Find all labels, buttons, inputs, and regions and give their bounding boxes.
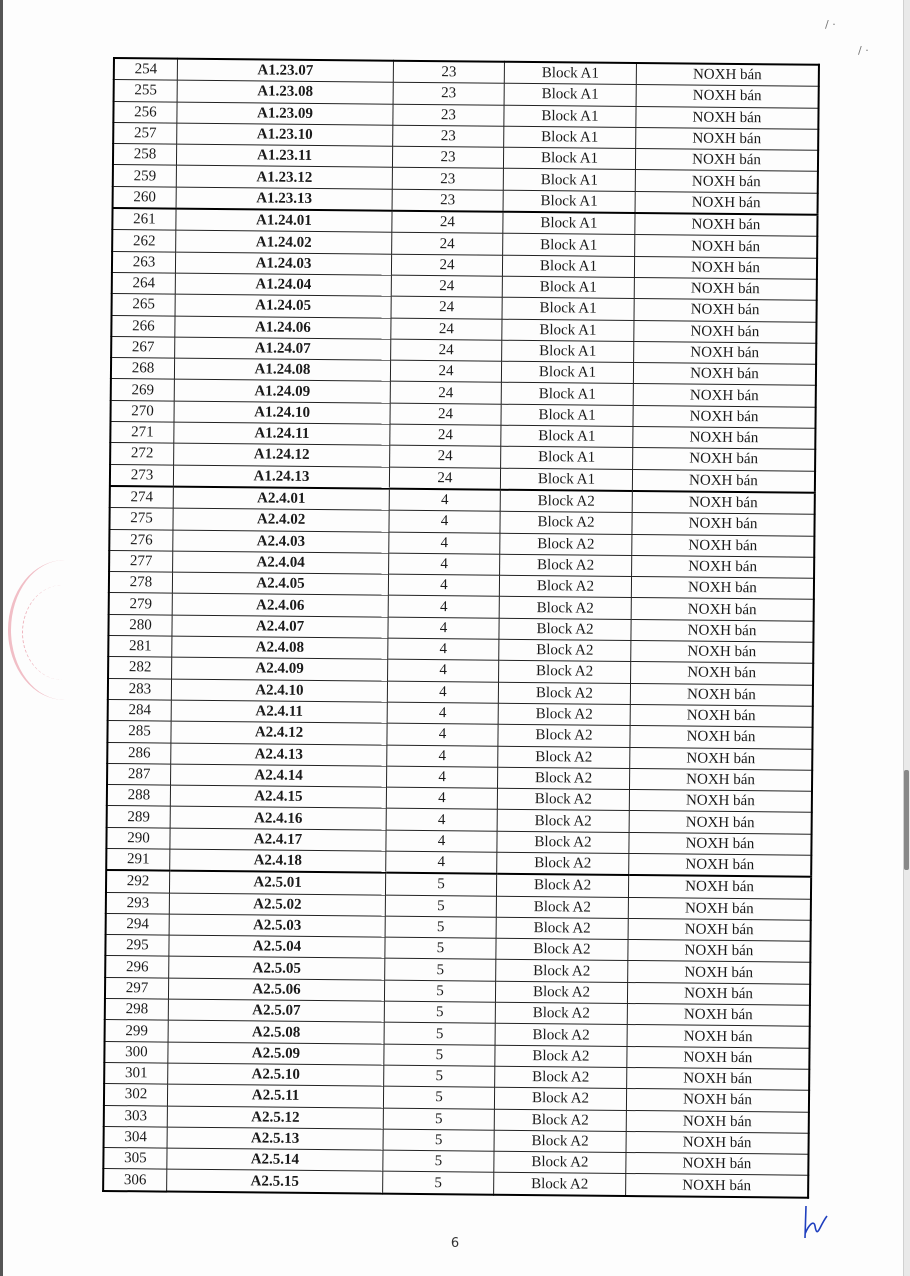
apartment-code-cell: A2.4.06	[172, 594, 388, 617]
apartment-code-cell: A2.5.12	[167, 1106, 383, 1129]
floor-cell: 23	[393, 61, 504, 84]
row-number-cell: 300	[104, 1041, 168, 1063]
apartment-code-cell: A1.23.08	[177, 80, 393, 103]
floor-cell: 24	[389, 467, 500, 490]
housing-type-cell: NOXH bán	[633, 427, 816, 450]
row-number-cell: 277	[109, 550, 173, 572]
apartment-code-cell: A1.24.13	[173, 465, 389, 489]
row-number-cell: 260	[113, 186, 177, 208]
block-cell: Block A2	[494, 1173, 626, 1196]
apartment-code-cell: A2.4.04	[173, 551, 389, 574]
block-cell: Block A2	[497, 852, 629, 875]
housing-type-cell: NOXH bán	[627, 982, 810, 1005]
block-cell: Block A2	[500, 511, 632, 534]
row-number-cell: 298	[105, 999, 169, 1021]
block-cell: Block A2	[498, 724, 630, 747]
housing-type-cell: NOXH bán	[631, 598, 814, 621]
floor-cell: 24	[390, 446, 501, 468]
housing-type-cell: NOXH bán	[635, 191, 818, 215]
row-number-cell: 261	[112, 208, 176, 230]
floor-cell: 4	[389, 510, 500, 532]
block-cell: Block A2	[496, 917, 628, 940]
row-number-cell: 286	[107, 742, 171, 764]
apartment-code-cell: A2.4.10	[171, 679, 387, 702]
row-number-cell: 256	[113, 101, 177, 123]
housing-type-cell: NOXH bán	[627, 1025, 810, 1048]
row-number-cell: 262	[112, 230, 176, 252]
apartment-code-cell: A2.4.08	[172, 636, 388, 659]
floor-cell: 5	[384, 1023, 495, 1045]
floor-cell: 4	[388, 638, 499, 660]
row-number-cell: 283	[108, 678, 172, 700]
block-cell: Block A1	[503, 147, 635, 170]
block-cell: Block A1	[504, 105, 636, 128]
block-cell: Block A2	[495, 1002, 627, 1025]
block-cell: Block A2	[500, 533, 632, 556]
apartment-code-cell: A2.5.11	[167, 1084, 383, 1107]
row-number-cell: 305	[103, 1148, 167, 1170]
row-number-cell: 303	[104, 1105, 168, 1127]
row-number-cell: 264	[112, 272, 176, 294]
apartment-code-cell: A1.24.12	[174, 443, 390, 466]
housing-type-cell: NOXH bán	[635, 213, 818, 237]
row-number-cell: 279	[109, 593, 173, 615]
housing-type-cell: NOXH bán	[634, 256, 817, 279]
row-number-cell: 272	[110, 443, 174, 465]
floor-cell: 23	[393, 125, 504, 147]
housing-type-cell: NOXH bán	[628, 918, 811, 941]
row-number-cell: 284	[108, 699, 172, 721]
floor-cell: 5	[384, 980, 495, 1002]
apartment-code-cell: A2.5.08	[168, 1020, 384, 1043]
floor-cell: 5	[385, 895, 496, 917]
floor-cell: 23	[393, 104, 504, 126]
row-number-cell: 266	[111, 315, 175, 337]
housing-type-cell: NOXH bán	[636, 127, 819, 150]
housing-type-cell: NOXH bán	[629, 832, 812, 855]
block-cell: Block A2	[496, 874, 628, 897]
page-left-edge	[0, 0, 3, 1276]
floor-cell: 23	[392, 146, 503, 168]
housing-type-cell: NOXH bán	[636, 106, 819, 129]
apartment-code-cell: A2.5.15	[167, 1170, 383, 1194]
housing-type-cell: NOXH bán	[628, 875, 811, 899]
block-cell: Block A2	[499, 597, 631, 620]
block-cell: Block A1	[501, 447, 633, 470]
block-cell: Block A1	[502, 276, 634, 299]
row-number-cell: 285	[107, 721, 171, 743]
row-number-cell: 292	[106, 870, 170, 892]
housing-type-cell: NOXH bán	[635, 170, 818, 193]
row-number-cell: 289	[107, 806, 171, 828]
housing-type-cell: NOXH bán	[630, 683, 813, 706]
apartment-code-cell: A2.4.15	[170, 785, 386, 808]
apartment-code-cell: A1.24.03	[175, 252, 391, 275]
floor-cell: 4	[389, 489, 500, 512]
apartment-code-cell: A1.24.02	[176, 230, 392, 253]
apartment-code-cell: A1.24.10	[174, 401, 390, 424]
row-number-cell: 259	[113, 165, 177, 187]
row-number-cell: 296	[105, 956, 169, 978]
housing-type-cell: NOXH bán	[626, 1131, 809, 1154]
floor-cell: 24	[390, 382, 501, 404]
page-right-edge	[903, 0, 910, 1276]
housing-type-cell: NOXH bán	[629, 811, 812, 834]
apartment-code-cell: A2.5.07	[168, 999, 384, 1022]
row-number-cell: 294	[106, 913, 170, 935]
block-cell: Block A2	[498, 703, 630, 726]
apartment-code-cell: A2.4.18	[170, 849, 386, 873]
apartment-code-cell: A1.24.11	[174, 422, 390, 445]
table-body	[103, 58, 819, 1197]
floor-cell: 24	[391, 318, 502, 340]
floor-cell: 24	[391, 275, 502, 297]
row-number-cell: 269	[111, 379, 175, 401]
apartment-code-cell: A1.24.07	[175, 337, 391, 360]
row-number-cell: 299	[105, 1020, 169, 1042]
floor-cell: 24	[390, 403, 501, 425]
block-cell: Block A2	[499, 661, 631, 684]
row-number-cell: 268	[111, 358, 175, 380]
apartment-code-cell: A1.24.05	[175, 294, 391, 317]
block-cell: Block A2	[500, 554, 632, 577]
housing-type-cell: NOXH bán	[627, 1004, 810, 1027]
apartment-code-cell: A1.23.12	[176, 166, 392, 189]
housing-type-cell: NOXH bán	[628, 961, 811, 984]
row-number-cell: 271	[110, 422, 174, 444]
block-cell: Block A2	[495, 1024, 627, 1047]
floor-cell: 23	[392, 189, 503, 212]
block-cell: Block A1	[504, 62, 636, 85]
apartment-code-cell: A2.4.02	[173, 508, 389, 531]
block-cell: Block A2	[495, 1066, 627, 1089]
apartment-code-cell: A2.4.12	[171, 721, 387, 744]
floor-cell: 4	[386, 787, 497, 809]
housing-type-cell: NOXH bán	[636, 63, 819, 87]
floor-cell: 23	[393, 82, 504, 104]
block-cell: Block A2	[497, 788, 629, 811]
block-cell: Block A1	[500, 468, 632, 491]
floor-cell: 23	[392, 168, 503, 190]
floor-cell: 5	[383, 1172, 494, 1195]
apartment-code-cell: A1.24.06	[175, 316, 391, 339]
row-number-cell: 306	[103, 1169, 167, 1191]
floor-cell: 24	[391, 254, 502, 276]
row-number-cell: 293	[106, 892, 170, 914]
block-cell: Block A2	[498, 746, 630, 769]
block-cell: Block A1	[502, 340, 634, 363]
block-cell: Block A2	[497, 810, 629, 833]
apartment-code-cell: A2.5.05	[169, 957, 385, 980]
block-cell: Block A2	[494, 1087, 626, 1110]
housing-type-cell: NOXH bán	[634, 277, 817, 300]
floor-cell: 5	[385, 873, 496, 896]
row-number-cell: 258	[113, 144, 177, 166]
apartment-code-cell: A1.23.10	[177, 123, 393, 146]
apartment-code-cell: A1.24.01	[176, 209, 392, 233]
block-cell: Block A2	[496, 960, 628, 983]
housing-type-cell: NOXH bán	[630, 726, 813, 749]
housing-type-cell: NOXH bán	[626, 1174, 809, 1198]
floor-cell: 4	[386, 809, 497, 831]
row-number-cell: 257	[113, 122, 177, 144]
row-number-cell: 302	[104, 1084, 168, 1106]
block-cell: Block A2	[497, 831, 629, 854]
block-cell: Block A1	[504, 84, 636, 107]
row-number-cell: 304	[104, 1126, 168, 1148]
block-cell: Block A1	[503, 190, 635, 213]
floor-cell: 5	[384, 1065, 495, 1087]
row-number-cell: 301	[104, 1062, 168, 1084]
block-cell: Block A2	[495, 1045, 627, 1068]
apartment-code-cell: A2.4.17	[170, 828, 386, 851]
floor-cell: 4	[387, 681, 498, 703]
floor-cell: 4	[389, 553, 500, 575]
floor-cell: 5	[384, 1001, 495, 1023]
apartment-code-cell: A2.5.06	[168, 978, 384, 1001]
apartment-code-cell: A2.5.02	[169, 893, 385, 916]
housing-type-cell: NOXH bán	[634, 341, 817, 364]
row-number-cell: 254	[114, 58, 178, 80]
floor-cell: 5	[385, 916, 496, 938]
block-cell: Block A1	[503, 234, 635, 257]
floor-cell: 4	[387, 702, 498, 724]
apartment-code-cell: A2.4.03	[173, 530, 389, 553]
floor-cell: 24	[392, 211, 503, 234]
row-number-cell: 273	[110, 464, 174, 486]
floor-cell: 4	[388, 617, 499, 639]
floor-cell: 24	[391, 296, 502, 318]
apartment-code-cell: A2.5.04	[169, 935, 385, 958]
row-number-cell: 295	[105, 935, 169, 957]
apartment-code-cell: A2.5.13	[167, 1127, 383, 1150]
floor-cell: 4	[388, 596, 499, 618]
row-number-cell: 274	[110, 486, 174, 508]
apartment-code-cell: A2.4.01	[173, 487, 389, 511]
housing-type-cell: NOXH bán	[636, 85, 819, 108]
housing-type-cell: NOXH bán	[633, 384, 816, 407]
housing-type-cell: NOXH bán	[628, 940, 811, 963]
block-cell: Block A2	[494, 1130, 626, 1153]
scan-mark: / ·	[825, 18, 836, 31]
apartment-list-table	[102, 57, 820, 1198]
block-cell: Block A2	[494, 1109, 626, 1132]
apartment-code-cell: A1.23.11	[176, 144, 392, 167]
block-cell: Block A2	[496, 938, 628, 961]
block-cell: Block A1	[502, 298, 634, 321]
housing-type-cell: NOXH bán	[626, 1153, 809, 1176]
apartment-code-cell: A2.4.09	[172, 657, 388, 680]
floor-cell: 24	[391, 339, 502, 361]
block-cell: Block A1	[503, 169, 635, 192]
row-number-cell: 282	[108, 657, 172, 679]
apartment-code-cell: A1.23.07	[177, 59, 393, 83]
row-number-cell: 265	[112, 294, 176, 316]
apartment-code-cell: A2.5.09	[168, 1042, 384, 1065]
red-seal-stamp-inner-ring	[22, 585, 103, 680]
block-cell: Block A1	[501, 361, 633, 384]
apartment-code-cell: A1.23.09	[177, 102, 393, 125]
row-number-cell: 297	[105, 977, 169, 999]
apartment-code-cell: A2.4.11	[171, 700, 387, 723]
row-number-cell: 275	[109, 508, 173, 530]
housing-type-cell: NOXH bán	[629, 853, 812, 877]
floor-cell: 5	[385, 937, 496, 959]
floor-cell: 5	[383, 1129, 494, 1151]
floor-cell: 4	[389, 532, 500, 554]
housing-type-cell: NOXH bán	[626, 1110, 809, 1133]
apartment-code-cell: A2.4.07	[172, 615, 388, 638]
housing-type-cell: NOXH bán	[627, 1046, 810, 1069]
row-number-cell: 290	[106, 827, 170, 849]
housing-type-cell: NOXH bán	[628, 897, 811, 920]
apartment-code-cell: A2.5.01	[169, 871, 385, 895]
housing-type-cell: NOXH bán	[626, 1089, 809, 1112]
housing-type-cell: NOXH bán	[632, 534, 815, 557]
floor-cell: 5	[383, 1150, 494, 1172]
housing-type-cell: NOXH bán	[627, 1067, 810, 1090]
block-cell: Block A1	[502, 319, 634, 342]
housing-type-cell: NOXH bán	[631, 619, 814, 642]
block-cell: Block A2	[495, 981, 627, 1004]
row-number-cell: 276	[109, 529, 173, 551]
block-cell: Block A2	[496, 896, 628, 919]
floor-cell: 4	[387, 745, 498, 767]
housing-type-cell: NOXH bán	[633, 405, 816, 428]
floor-cell: 5	[384, 1044, 495, 1066]
floor-cell: 5	[385, 959, 496, 981]
signature-initial-icon	[800, 1204, 830, 1240]
floor-cell: 4	[386, 851, 497, 874]
row-number-cell: 287	[107, 763, 171, 785]
floor-cell: 4	[388, 574, 499, 596]
row-number-cell: 281	[108, 635, 172, 657]
apartment-code-cell: A2.5.14	[167, 1148, 383, 1171]
block-cell: Block A2	[497, 767, 629, 790]
floor-cell: 4	[386, 830, 497, 852]
floor-cell: 5	[383, 1086, 494, 1108]
housing-type-cell: NOXH bán	[635, 149, 818, 172]
row-number-cell: 288	[107, 785, 171, 807]
block-cell: Block A2	[500, 490, 632, 513]
row-number-cell: 278	[109, 572, 173, 594]
apartment-code-cell: A2.4.16	[170, 806, 386, 829]
housing-type-cell: NOXH bán	[632, 469, 815, 493]
housing-type-cell: NOXH bán	[630, 747, 813, 770]
apartment-code-cell: A2.5.10	[168, 1063, 384, 1086]
housing-type-cell: NOXH bán	[629, 768, 812, 791]
block-cell: Block A2	[499, 618, 631, 641]
row-number-cell: 270	[111, 400, 175, 422]
block-cell: Block A1	[504, 126, 636, 149]
housing-type-cell: NOXH bán	[629, 790, 812, 813]
block-cell: Block A2	[499, 575, 631, 598]
housing-type-cell: NOXH bán	[631, 577, 814, 600]
block-cell: Block A2	[499, 639, 631, 662]
row-number-cell: 263	[112, 251, 176, 273]
housing-type-cell: NOXH bán	[632, 491, 815, 515]
apartment-code-cell: A1.24.04	[175, 273, 391, 296]
row-number-cell: 267	[111, 336, 175, 358]
page-number: 6	[450, 1236, 460, 1251]
apartment-code-cell: A1.23.13	[176, 187, 392, 211]
floor-cell: 24	[390, 424, 501, 446]
scrollbar-thumb[interactable]	[904, 770, 909, 870]
block-cell: Block A1	[503, 212, 635, 235]
housing-type-cell: NOXH bán	[633, 448, 816, 471]
block-cell: Block A1	[502, 255, 634, 278]
block-cell: Block A2	[498, 682, 630, 705]
floor-cell: 4	[387, 723, 498, 745]
apartment-code-cell: A2.4.05	[172, 572, 388, 595]
block-cell: Block A1	[501, 383, 633, 406]
scan-mark-2: / ·	[858, 44, 869, 57]
row-number-cell: 280	[108, 614, 172, 636]
apartment-code-cell: A2.4.13	[171, 743, 387, 766]
floor-cell: 24	[390, 360, 501, 382]
housing-type-cell: NOXH bán	[634, 320, 817, 343]
row-number-cell: 291	[106, 848, 170, 870]
block-cell: Block A1	[501, 425, 633, 448]
apartment-code-cell: A2.4.14	[171, 764, 387, 787]
housing-type-cell: NOXH bán	[633, 363, 816, 386]
floor-cell: 24	[392, 233, 503, 255]
floor-cell: 5	[383, 1108, 494, 1130]
housing-type-cell: NOXH bán	[635, 235, 818, 258]
housing-type-cell: NOXH bán	[631, 662, 814, 685]
floor-cell: 4	[387, 766, 498, 788]
housing-type-cell: NOXH bán	[632, 555, 815, 578]
apartment-code-cell: A1.24.09	[174, 380, 390, 403]
housing-type-cell: NOXH bán	[632, 513, 815, 536]
block-cell: Block A1	[501, 404, 633, 427]
apartment-code-cell: A1.24.08	[174, 358, 390, 381]
housing-type-cell: NOXH bán	[631, 641, 814, 664]
block-cell: Block A2	[494, 1151, 626, 1174]
row-number-cell: 255	[114, 80, 178, 102]
floor-cell: 4	[388, 659, 499, 681]
apartment-code-cell: A2.5.03	[169, 914, 385, 937]
housing-type-cell: NOXH bán	[630, 704, 813, 727]
housing-type-cell: NOXH bán	[634, 299, 817, 322]
